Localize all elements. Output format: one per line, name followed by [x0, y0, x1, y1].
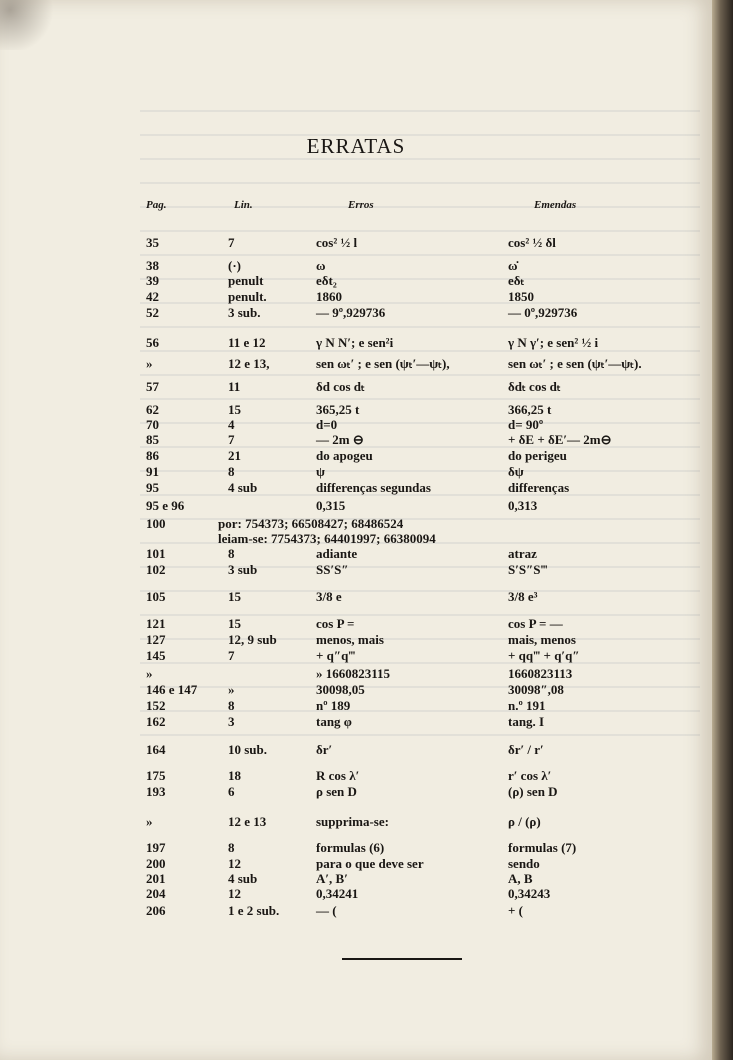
cell-emendas: cos² ½ δl	[508, 235, 556, 250]
cell-erros: cos² ½ l	[316, 235, 358, 250]
cell-emendas: A, B	[508, 871, 533, 886]
cell-emendas: δdₜ cos dₜ	[508, 379, 561, 394]
cell-pag: 57	[146, 379, 159, 394]
cell-pag: 35	[146, 235, 159, 250]
cell-lin: 8	[228, 698, 235, 713]
cell-pag: 105	[146, 589, 166, 604]
cell-lin: 3	[228, 714, 235, 729]
cell-pag: 56	[146, 335, 159, 350]
cell-lin: 7	[228, 648, 235, 663]
header-emendas: Emendas	[534, 199, 577, 211]
cell-lin: (·)	[228, 258, 241, 273]
cell-emendas: + qq‴ + q′q″	[508, 648, 580, 663]
cell-pag: 201	[146, 871, 166, 886]
cell-emendas: δr′ / r′	[508, 742, 544, 757]
cell-lin: 18	[228, 768, 241, 783]
cell-emendas: r′ cos λ′	[508, 768, 552, 783]
cell-lin: 3 sub.	[228, 305, 261, 320]
cell-lin: 1 e 2 sub.	[228, 903, 280, 918]
cell-lin: 12 e 13,	[228, 356, 270, 371]
cell-pag: 206	[146, 903, 166, 918]
cell-lin: 12	[228, 886, 241, 901]
cell-emendas: S′S″S‴	[508, 562, 548, 577]
cell-lin: 21	[228, 448, 241, 463]
cell-erros: γ N N′; e sen²i	[316, 335, 394, 350]
cell-pag: 204	[146, 886, 166, 901]
cell-pag: 127	[146, 632, 166, 647]
cell-pag: »	[146, 814, 153, 829]
cell-correction-line: por: 754373; 66508427; 68486524	[218, 516, 404, 531]
cell-lin: 12	[228, 856, 241, 871]
cell-lin: 15	[228, 402, 241, 417]
cell-emendas: 0,313	[508, 498, 538, 513]
cell-pag: 146 e 147	[146, 682, 198, 697]
cell-lin: 3 sub	[228, 562, 258, 577]
cell-erros: formulas (6)	[316, 840, 385, 855]
cell-lin: 4 sub	[228, 480, 258, 495]
page-title: ERRATAS	[306, 134, 406, 158]
bleed-through	[140, 110, 700, 750]
cell-erros: supprima-se:	[316, 814, 389, 829]
cell-emendas: differenças	[508, 480, 570, 495]
cell-erros: — 9º,929736	[316, 305, 386, 320]
cell-pag: 101	[146, 546, 166, 561]
cell-emendas: ω̇	[508, 258, 518, 273]
cell-erros: 30098,05	[316, 682, 365, 697]
cell-lin: 8	[228, 464, 235, 479]
cell-emendas: tang. I	[508, 714, 545, 729]
cell-pag: 95	[146, 480, 159, 495]
cell-erros: sen ωₜ′ ; e sen (ψₜ′—ψₜ),	[316, 356, 450, 371]
cell-emendas: d= 90º	[508, 417, 544, 432]
cell-lin: 11	[228, 379, 241, 394]
cell-pag: 145	[146, 648, 166, 663]
cell-erros: 1860	[316, 289, 342, 304]
page-stain	[0, 0, 70, 50]
cell-emendas: do perigeu	[508, 448, 567, 463]
cell-erros: » 1660823115	[316, 666, 391, 681]
cell-lin: penult.	[228, 289, 267, 304]
cell-emendas: 3/8 e³	[508, 589, 538, 604]
cell-lin: 7	[228, 432, 235, 447]
cell-emendas: (ρ) sen D	[508, 784, 558, 799]
cell-erros: 365,25 t	[316, 402, 360, 417]
cell-lin: 8	[228, 840, 235, 855]
cell-pag: »	[146, 666, 153, 681]
cell-pag: 91	[146, 464, 159, 479]
header-lin: Lin.	[234, 199, 253, 211]
cell-pag: 102	[146, 562, 166, 577]
cell-erros: δd cos dₜ	[316, 379, 365, 394]
cell-erros: do apogeu	[316, 448, 373, 463]
cell-lin: 4 sub	[228, 871, 258, 886]
cell-correction-line: leiam-se: 7754373; 64401997; 66380094	[218, 531, 436, 546]
cell-erros: menos, mais	[316, 632, 384, 647]
cell-emendas: 1660823113	[508, 666, 573, 681]
cell-erros: d=0	[316, 417, 338, 432]
cell-emendas: + δE + δE′— 2m⊖	[508, 432, 612, 447]
cell-lin: 7	[228, 235, 235, 250]
cell-erros: A′, B′	[316, 871, 348, 886]
cell-pag: 200	[146, 856, 166, 871]
cell-erros: para o que deve ser	[316, 856, 424, 871]
cell-pag: 175	[146, 768, 166, 783]
cell-pag: 152	[146, 698, 166, 713]
cell-emendas: mais, menos	[508, 632, 576, 647]
cell-emendas: 366,25 t	[508, 402, 552, 417]
cell-lin: 8	[228, 546, 235, 561]
cell-emendas: eδₜ	[508, 273, 525, 288]
cell-erros: cos P =	[316, 616, 355, 631]
cell-lin: 6	[228, 784, 235, 799]
cell-erros: ω	[316, 258, 326, 273]
cell-pag: 100	[146, 516, 166, 531]
cell-pag: 38	[146, 258, 159, 273]
cell-lin: 15	[228, 589, 241, 604]
cell-emendas: sendo	[508, 856, 540, 871]
cell-emendas: + (	[508, 903, 523, 918]
cell-erros: differenças segundas	[316, 480, 431, 495]
cell-emendas: 30098″,08	[508, 682, 564, 697]
cell-pag: 39	[146, 273, 159, 288]
cell-erros: nº 189	[316, 698, 351, 713]
cell-pag: 95 e 96	[146, 498, 185, 513]
cell-emendas: 0,34243	[508, 886, 551, 901]
cell-erros: SS′S″	[316, 562, 349, 577]
cell-emendas: ρ / (ρ)	[508, 814, 541, 829]
cell-erros: adiante	[316, 546, 358, 561]
cell-pag: 70	[146, 417, 159, 432]
cell-pag: »	[146, 356, 153, 371]
cell-erros: — (	[316, 903, 337, 918]
closing-rule	[342, 958, 462, 960]
page-edge	[712, 0, 733, 1060]
cell-erros: + q″q‴	[316, 648, 356, 663]
cell-lin: 11 e 12	[228, 335, 266, 350]
cell-erros: ψ	[316, 464, 325, 479]
cell-pag: 85	[146, 432, 159, 447]
cell-pag: 86	[146, 448, 159, 463]
cell-lin: 12, 9 sub	[228, 632, 277, 647]
cell-erros: tang φ	[316, 714, 352, 729]
cell-emendas: sen ωₜ′ ; e sen (ψₜ′—ψₜ).	[508, 356, 642, 371]
cell-pag: 193	[146, 784, 166, 799]
cell-pag: 164	[146, 742, 166, 757]
cell-pag: 162	[146, 714, 166, 729]
cell-lin: 12 e 13	[228, 814, 267, 829]
cell-erros: 0,34241	[316, 886, 359, 901]
cell-emendas: atraz	[508, 546, 537, 561]
cell-lin: 15	[228, 616, 241, 631]
cell-pag: 62	[146, 402, 159, 417]
cell-emendas: — 0º,929736	[508, 305, 578, 320]
cell-erros: eδt₂	[316, 273, 337, 288]
cell-emendas: 1850	[508, 289, 534, 304]
cell-pag: 197	[146, 840, 166, 855]
header-erros: Erros	[348, 199, 374, 211]
cell-erros: 0,315	[316, 498, 346, 513]
cell-erros: 3/8 e	[316, 589, 342, 604]
cell-emendas: δψ	[508, 464, 524, 479]
cell-lin: 4	[228, 417, 235, 432]
cell-emendas: formulas (7)	[508, 840, 577, 855]
cell-erros: δr′	[316, 742, 333, 757]
cell-erros: ρ sen D	[316, 784, 357, 799]
cell-emendas: n.º 191	[508, 698, 546, 713]
cell-pag: 42	[146, 289, 159, 304]
cell-erros: — 2m ⊖	[316, 432, 364, 447]
cell-lin: 10 sub.	[228, 742, 268, 757]
cell-pag: 121	[146, 616, 166, 631]
cell-lin: penult	[228, 273, 264, 288]
cell-emendas: cos P = —	[508, 616, 563, 631]
header-pag: Pag.	[146, 199, 167, 211]
cell-erros: R cos λ′	[316, 768, 360, 783]
cell-lin: »	[228, 682, 235, 697]
cell-emendas: γ N γ′; e sen² ½ i	[508, 335, 599, 350]
cell-pag: 52	[146, 305, 159, 320]
